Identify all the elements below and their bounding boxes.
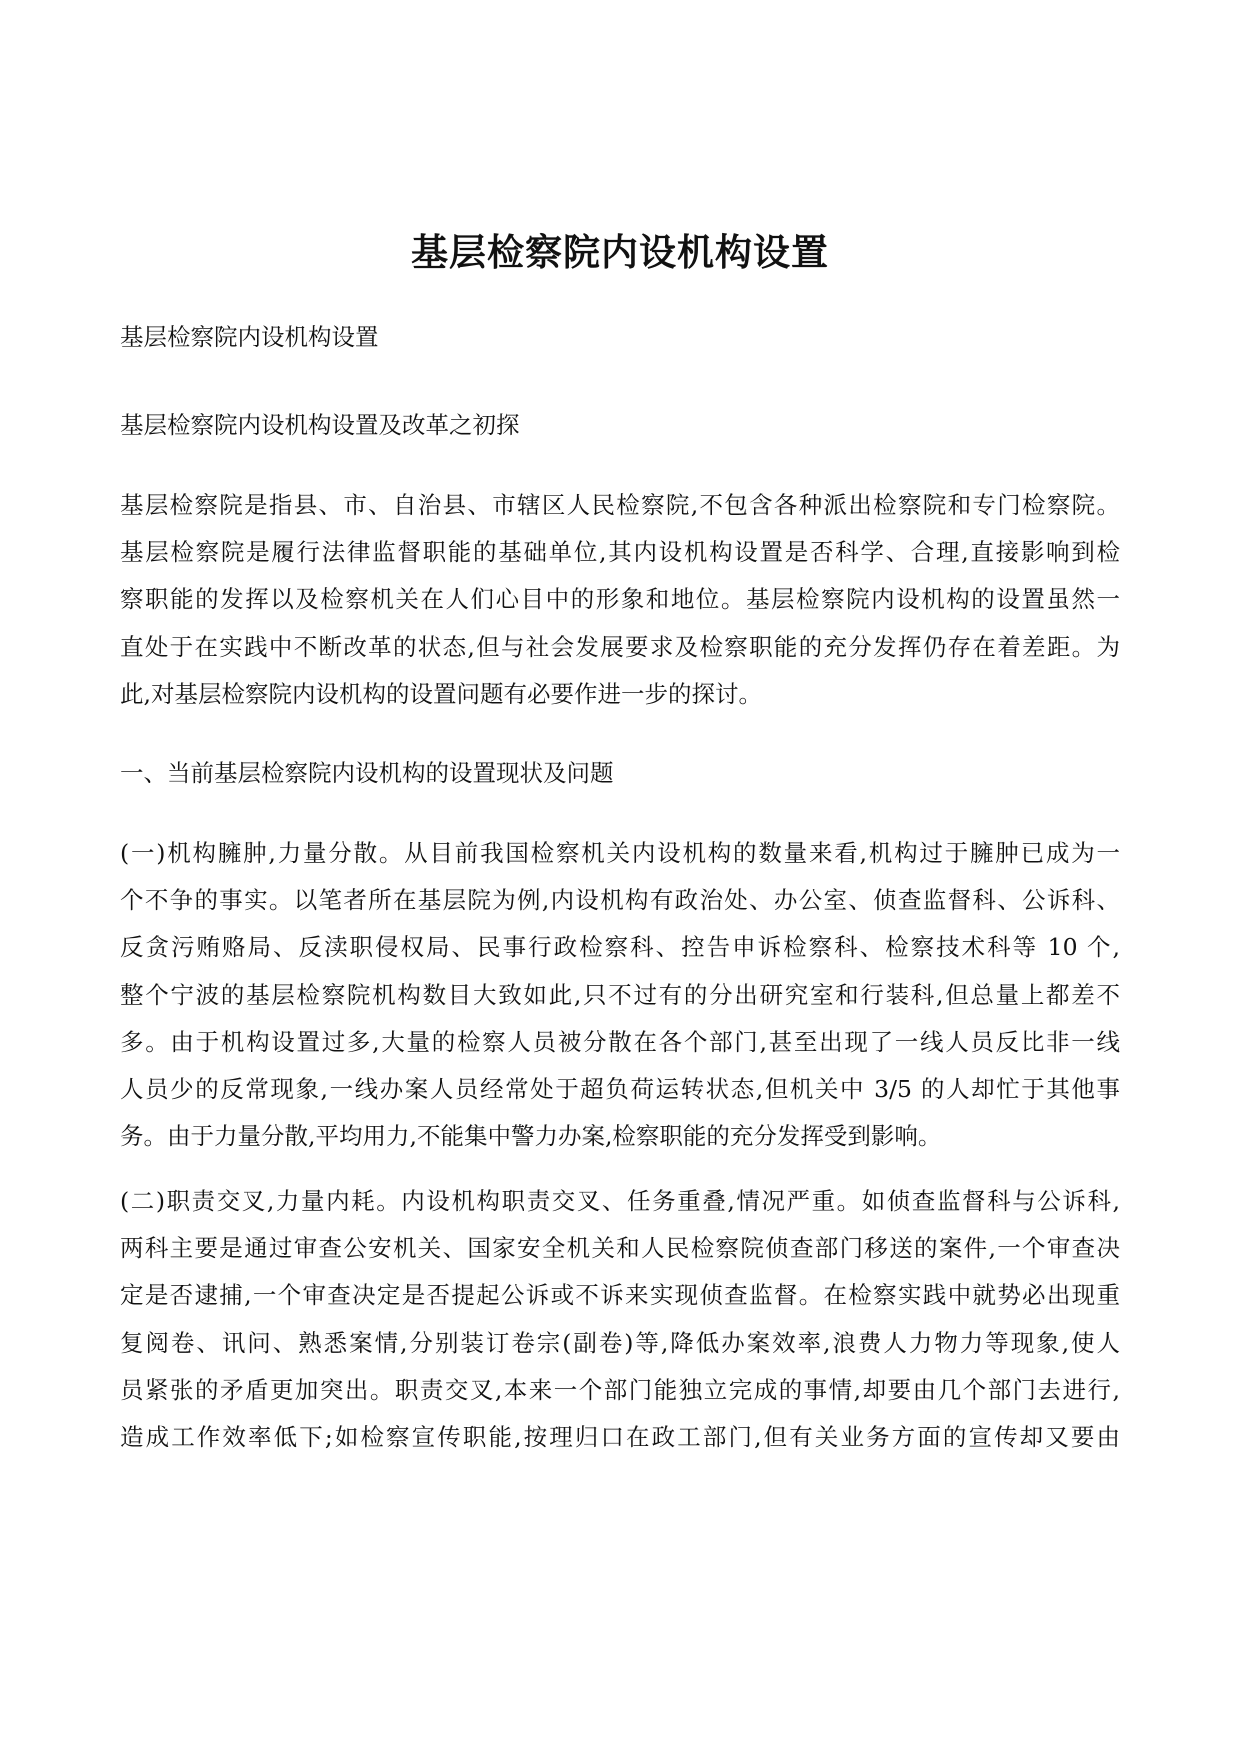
- paragraph-line: 定是否逮捕,一个审查决定是否提起公诉或不诉来实现侦查监督。在检察实践中就势必出现重: [120, 1281, 1120, 1310]
- paragraph-line: 个不争的事实。以笔者所在基层院为例,内设机构有政治处、办公室、侦查监督科、公诉科、: [120, 886, 1120, 915]
- paragraph-line: 造成工作效率低下;如检察宣传职能,按理归口在政工部门,但有关业务方面的宣传却又要由: [120, 1422, 1120, 1451]
- paragraph-line: 复阅卷、讯问、熟悉案情,分别装订卷宗(副卷)等,降低办案效率,浪费人力物力等现象,使人: [120, 1328, 1120, 1357]
- subtitle-1: 基层检察院内设机构设置: [120, 323, 379, 351]
- paragraph-line: 员紧张的矛盾更加突出。职责交叉,本来一个部门能独立完成的事情,却要由几个部门去进行,: [120, 1375, 1120, 1404]
- paragraph-line: (二)职责交叉,力量内耗。内设机构职责交叉、任务重叠,情况严重。如侦查监督科与公诉科,: [120, 1187, 1120, 1215]
- intro-paragraph: [120, 482, 1120, 718]
- intro-line: 基层检察院是指县、市、自治县、市辖区人民检察院,不包含各种派出检察院和专门检察院。: [120, 491, 1120, 519]
- paragraph-line: 务。由于力量分散,平均用力,不能集中警力办案,检察职能的充分发挥受到影响。: [120, 1122, 942, 1151]
- intro-line: 察职能的发挥以及检察机关在人们心目中的形象和地位。基层检察院内设机构的设置虽然一: [120, 585, 1120, 614]
- paragraph-line: 反贪污贿赂局、反渎职侵权局、民事行政检察科、控告申诉检察科、检察技术科等 10 个,: [120, 933, 1120, 962]
- intro-line: 此,对基层检察院内设机构的设置问题有必要作进一步的探讨。: [120, 679, 762, 708]
- subtitle-2: 基层检察院内设机构设置及改革之初探: [120, 411, 520, 439]
- section-1-heading: 一、当前基层检察院内设机构的设置现状及问题: [120, 759, 614, 787]
- intro-line: 直处于在实践中不断改革的状态,但与社会发展要求及检察职能的充分发挥仍存在着差距。为: [120, 632, 1120, 661]
- paragraph-line: (一)机构臃肿,力量分散。从目前我国检察机关内设机构的数量来看,机构过于臃肿已成为一: [120, 839, 1120, 867]
- paragraph-2: [120, 1178, 1120, 1461]
- intro-line: 基层检察院是履行法律监督职能的基础单位,其内设机构设置是否科学、合理,直接影响到检: [120, 538, 1120, 567]
- paragraph-line: 整个宁波的基层检察院机构数目大致如此,只不过有的分出研究室和行装科,但总量上都差不: [120, 980, 1120, 1009]
- document-title: 基层检察院内设机构设置: [411, 230, 829, 274]
- paragraph-line: 多。由于机构设置过多,大量的检察人员被分散在各个部门,甚至出现了一线人员反比非一线: [120, 1027, 1120, 1056]
- paragraph-1: [120, 830, 1120, 1160]
- paragraph-line: 人员少的反常现象,一线办案人员经常处于超负荷运转状态,但机关中 3/5 的人却忙于其他事: [120, 1074, 1120, 1103]
- paragraph-line: 两科主要是通过审查公安机关、国家安全机关和人民检察院侦查部门移送的案件,一个审查决: [120, 1234, 1120, 1263]
